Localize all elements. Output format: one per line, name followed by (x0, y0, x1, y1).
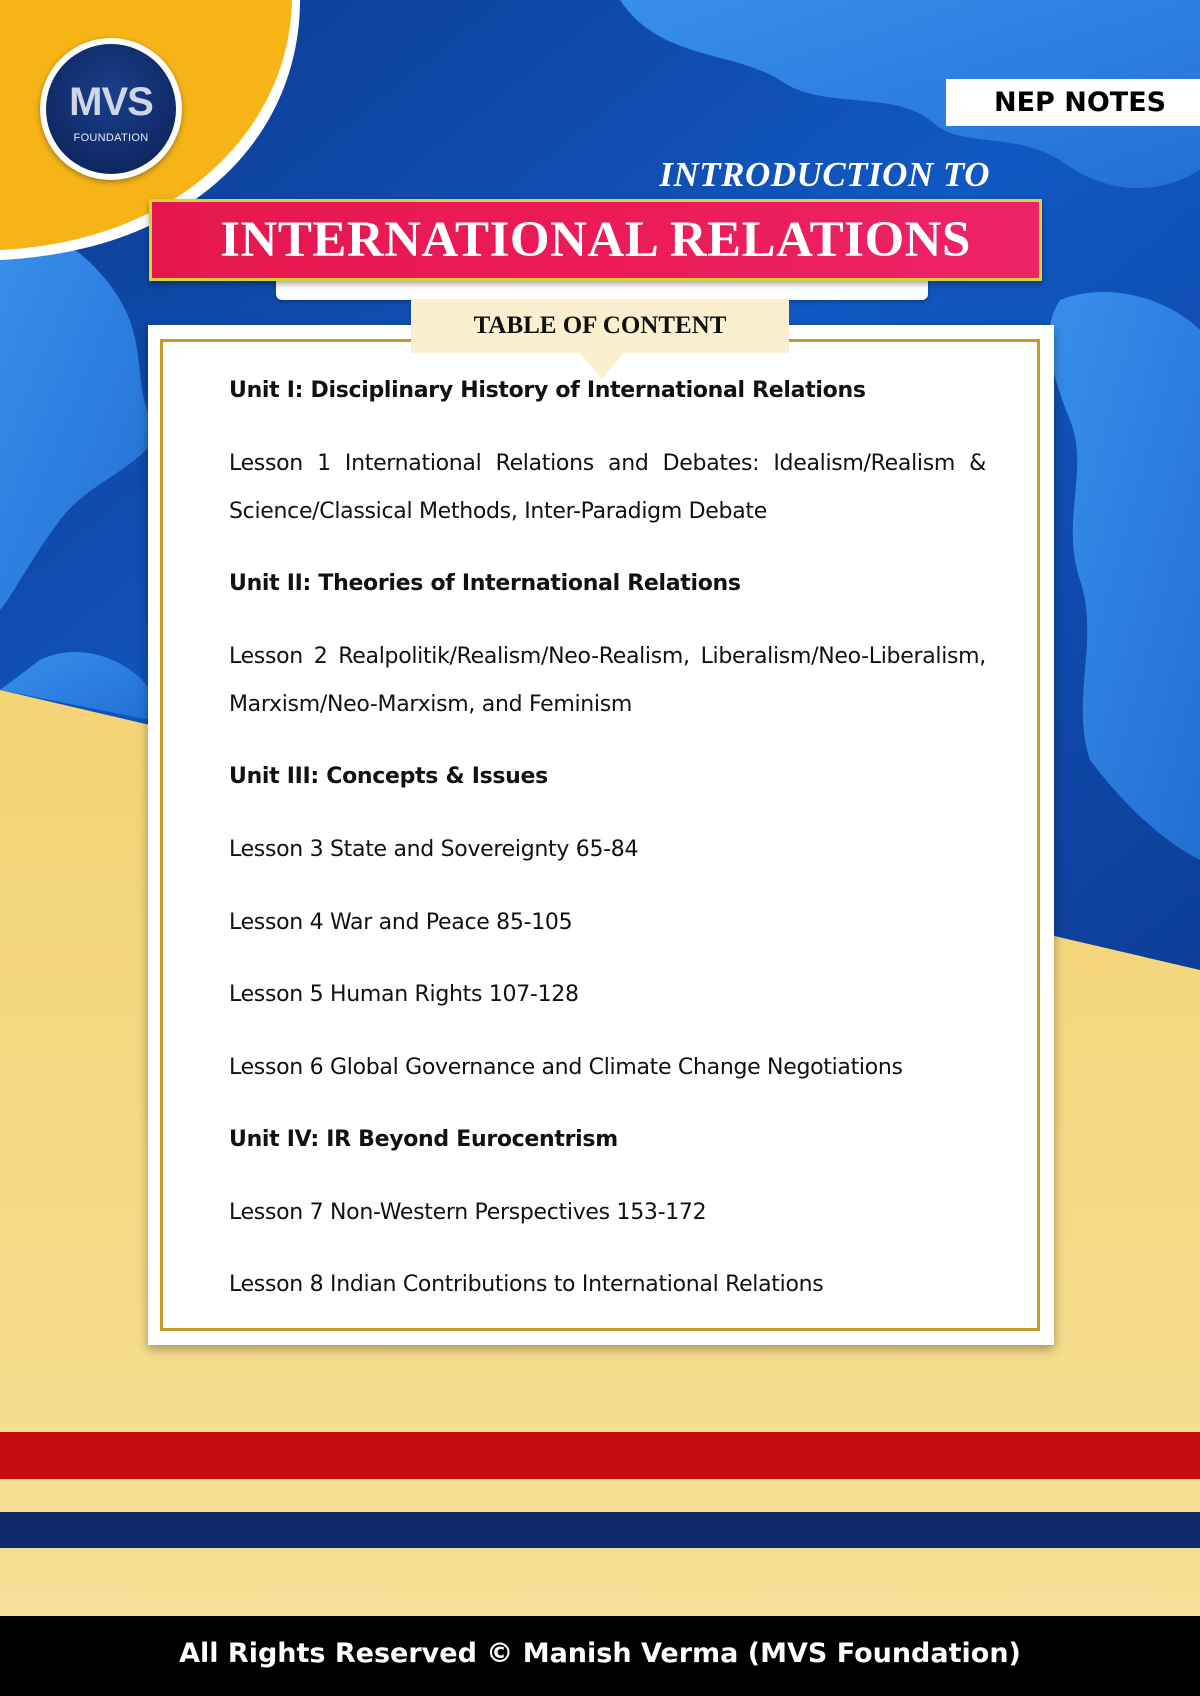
subtitle: INTRODUCTION TO (659, 155, 990, 194)
toc-unit-2: Unit II: Theories of International Relations (229, 571, 741, 596)
toc-heading: TABLE OF CONTENT (411, 299, 789, 353)
title-banner (149, 199, 1042, 281)
blue-stripe (0, 1512, 1200, 1548)
nep-notes-tag: NEP NOTES (946, 79, 1200, 126)
red-stripe (0, 1432, 1200, 1479)
copyright-footer: All Rights Reserved © Manish Verma (MVS Foundation) (0, 1616, 1200, 1696)
toc-lesson-4: Lesson 4 War and Peace 85-105 (229, 910, 573, 935)
toc-lesson-7: Lesson 7 Non-Western Perspectives 153-172 (229, 1200, 707, 1225)
logo-subtext: FOUNDATION (73, 132, 149, 144)
toc-lesson-1: Lesson 1 International Relations and Debates: Idealism/Realism & Science/Classical Methods, Inter-Paradigm Debate (229, 451, 986, 524)
page-title: INTERNATIONAL RELATIONS (220, 212, 971, 268)
toc-lesson-2: Lesson 2 Realpolitik/Realism/Neo-Realism, Liberalism/Neo-Liberalism, Marxism/Neo-Marxism, and Feminism (229, 644, 986, 717)
toc-lesson-6: Lesson 6 Global Governance and Climate Change Negotiations (229, 1055, 903, 1080)
toc-lesson-3: Lesson 3 State and Sovereignty 65-84 (229, 837, 639, 862)
toc-unit-3: Unit III: Concepts & Issues (229, 764, 548, 789)
toc-lesson-8: Lesson 8 Indian Contributions to International Relations (229, 1272, 824, 1297)
logo-mark: MVS (69, 80, 153, 124)
logo-badge (40, 38, 182, 180)
toc-unit-4: Unit IV: IR Beyond Eurocentrism (229, 1127, 618, 1152)
toc-lesson-5: Lesson 5 Human Rights 107-128 (229, 982, 579, 1007)
toc-unit-1: Unit I: Disciplinary History of International Relations (229, 378, 866, 403)
mvs-logo (46, 44, 176, 174)
